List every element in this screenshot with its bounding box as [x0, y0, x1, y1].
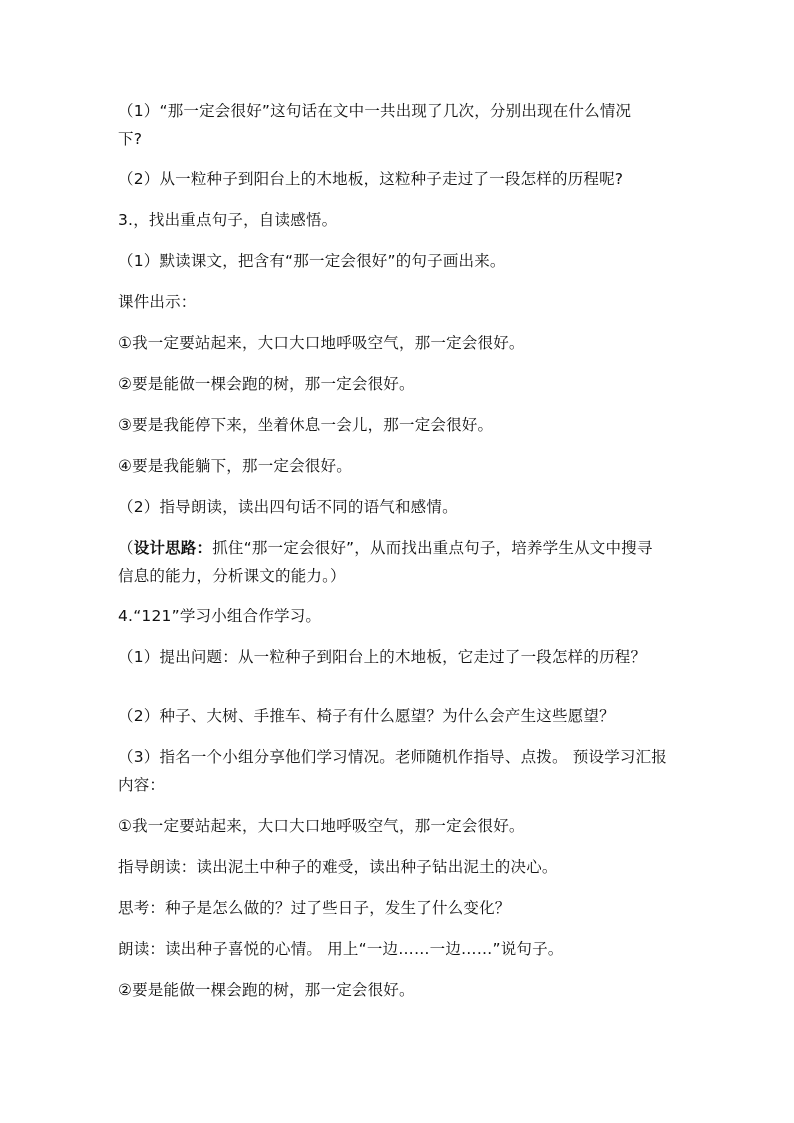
design-note-text: 抓住“那一定会很好”，从而找出重点句子，培养学生从文中搜寻 [212, 539, 653, 557]
courseware-label: 课件出示： [118, 293, 197, 311]
sentence-1-line: ①我一定要站起来，大口大口地呼吸空气，那一定会很好。 [118, 334, 525, 352]
task-1-line: （1）提出问题：从一粒种子到阳台上的木地板，它走过了一段怎样的历程？ [118, 648, 647, 666]
design-note-open-paren: （ [118, 539, 134, 557]
design-note-line-1 [118, 535, 688, 561]
section-4-heading: 4.“121”学习小组合作学习。 [118, 607, 322, 625]
design-note-label: 设计思路： [133, 539, 213, 557]
section-3-heading: 3.，找出重点句子，自读感悟。 [118, 211, 338, 229]
report-sentence-2-line: ②要是能做一棵会跑的树，那一定会很好。 [118, 981, 415, 999]
reading-prompt-line: 朗读：读出种子喜悦的心情。 用上“一边……一边……”说句子。 [118, 940, 564, 958]
design-note-line-2: 信息的能力，分析课文的能力。） [118, 567, 346, 585]
question-1-line-2: 下? [118, 130, 143, 148]
instruction-1-line: （1）默读课文，把含有“那一定会很好”的句子画出来。 [118, 252, 506, 270]
task-2-line: （2）种子、大树、手推车、椅子有什么愿望？为什么会产生这些愿望？ [118, 707, 615, 725]
reading-instruction-line: 指导朗读：读出泥土中种子的难受，读出种子钻出泥土的决心。 [118, 858, 558, 876]
report-sentence-1-line: ①我一定要站起来，大口大口地呼吸空气，那一定会很好。 [118, 817, 525, 835]
reading-guidance-line: （2）指导朗读，读出四句话不同的语气和感情。 [118, 498, 458, 516]
question-1-line-1: （1）“那一定会很好”这句话在文中一共出现了几次，分别出现在什么情况 [118, 102, 632, 120]
task-3-line-2: 内容： [118, 776, 166, 794]
question-2-line: （2）从一粒种子到阳台上的木地板，这粒种子走过了一段怎样的历程呢? [118, 170, 624, 188]
task-3-line-1: （3）指名一个小组分享他们学习情况。老师随机作指导、点拨。 预设学习汇报 [118, 748, 667, 766]
sentence-4-line: ④要是我能躺下，那一定会很好。 [118, 457, 352, 475]
sentence-3-line: ③要是我能停下来，坐着休息一会儿，那一定会很好。 [118, 416, 494, 434]
sentence-2-line: ②要是能做一棵会跑的树，那一定会很好。 [118, 375, 415, 393]
thinking-prompt-line: 思考：种子是怎么做的？过了些日子，发生了什么变化？ [118, 899, 511, 917]
